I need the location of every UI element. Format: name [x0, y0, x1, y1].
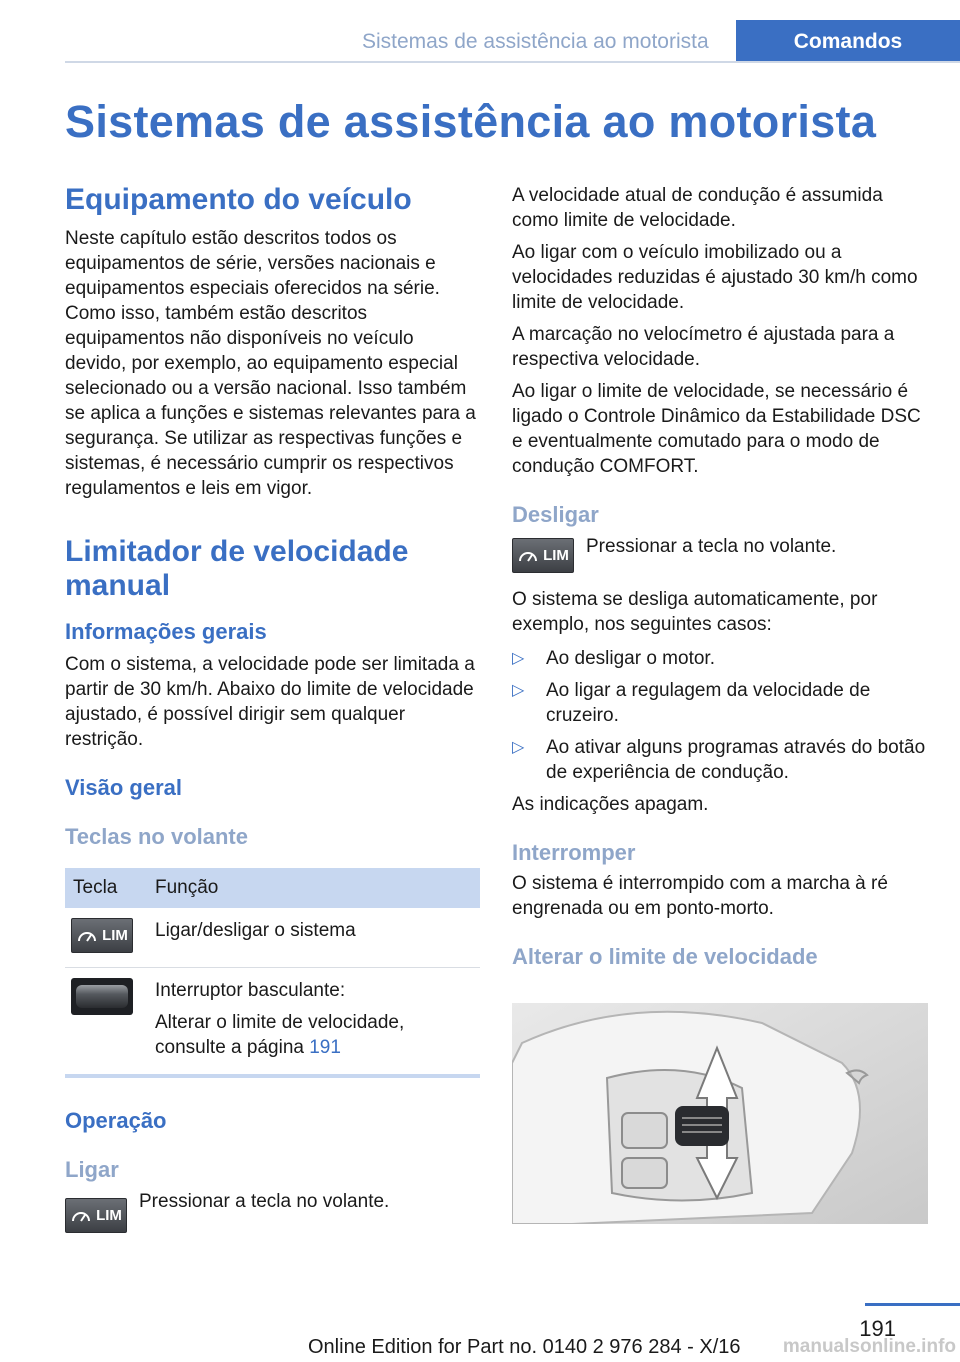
rocker-switch-icon — [71, 978, 133, 1015]
steering-wheel-image — [512, 1003, 928, 1224]
paragraph: A marcação no velocímetro é ajustada para a respectiva velocidade. — [512, 324, 895, 370]
on-text: Pressionar a tecla no volante. — [139, 1191, 390, 1212]
left-column — [65, 183, 480, 1233]
off-text: Pressionar a tecla no volante. — [586, 536, 837, 557]
keys-table — [65, 868, 480, 1078]
on-heading: Ligar — [65, 1157, 119, 1182]
equipment-heading: Equipamento do veículo — [65, 183, 412, 216]
col-header-function: Função — [147, 868, 480, 908]
paragraph: Ao ligar com o veículo imobilizado ou a velocidades reduzidas é ajustado 30 km/h como limite de velocidade. — [512, 242, 918, 313]
off-heading: Desligar — [512, 502, 599, 527]
rocker-desc: Alterar o limite de velocidade, consulte a página — [155, 1012, 405, 1058]
rocker-title: Interruptor basculante: — [155, 980, 346, 1001]
right-column — [512, 183, 928, 970]
operation-heading: Operação — [65, 1108, 167, 1133]
list-item: ▷ Ao ligar a regulagem da velocidade de cruzeiro. — [512, 678, 928, 728]
overview-heading: Visão geral — [65, 775, 182, 800]
lim-button-icon — [71, 918, 133, 953]
header-section-title: Sistemas de assistência ao motorista — [362, 30, 709, 53]
lim-label: LIM — [102, 927, 128, 944]
lim-button-icon — [65, 1198, 127, 1233]
lim-button-icon — [512, 538, 574, 573]
table-row — [65, 968, 480, 1077]
interrupt-text: O sistema é interrompido com a marcha à ré engrenada ou em ponto-morto. — [512, 873, 888, 919]
indications-text: As indicações apagam. — [512, 794, 709, 815]
change-limit-heading: Alterar o limite de velocidade — [512, 944, 818, 969]
lim-label: LIM — [96, 1207, 122, 1224]
limiter-heading: Limitador de velocidade manual — [65, 535, 409, 602]
table-row — [65, 908, 480, 968]
info-text: Com o sistema, a velocidade pode ser limitada a partir de 30 km/h. Abaixo do limite de velocidade ajustado, é possível dirigir sem qualquer restrição. — [65, 654, 475, 750]
header-tab-comandos[interactable]: Comandos — [736, 20, 960, 63]
page-link[interactable]: 191 — [309, 1037, 341, 1058]
paragraph: A velocidade atual de condução é assumida como limite de velocidade. — [512, 185, 883, 231]
page-number: 191 — [859, 1316, 896, 1341]
info-heading: Informações gerais — [65, 619, 267, 644]
page-title: Sistemas de assistência ao motorista — [65, 96, 877, 147]
interrupt-heading: Interromper — [512, 840, 636, 865]
header-divider — [65, 61, 960, 63]
auto-off-list — [512, 646, 928, 785]
equipment-text: Neste capítulo estão descritos todos os equipamentos de série, versões nacionais e equipamentos especiais oferecidos na série. Como isso, também estão descritos equipamentos não disponíveis no veículo devido, por exemplo, ao equipamento especial selecionado ou a versão nacional. Isso também se aplica a funções e sistemas relevantes para a segurança. Se utilizar as respectivas funções e sistemas, é necessário cumprir os respectivos regulamentos e leis em vigor. — [65, 228, 476, 499]
lim-label: LIM — [543, 547, 569, 564]
paragraph: Ao ligar o limite de velocidade, se necessário é ligado o Controle Dinâmico da Estabilidade DSC e eventualmente comutado para o modo de condução COMFORT. — [512, 381, 921, 477]
list-item: ▷ Ao ativar alguns programas através do botão de experiência de condução. — [512, 735, 928, 785]
watermark-logo: manualsonline.info — [782, 1336, 956, 1357]
table-cell-function: Ligar/desligar o sistema — [147, 908, 480, 968]
col-header-key: Tecla — [65, 868, 147, 908]
footer-accent-line — [865, 1303, 960, 1306]
edition-text: Online Edition for Part no. 0140 2 976 284 - X/16 — [308, 1336, 741, 1358]
keys-heading: Teclas no volante — [65, 824, 248, 849]
table-header-row — [65, 868, 480, 908]
list-item: ▷ Ao desligar o motor. — [512, 646, 928, 671]
auto-off-text: O sistema se desliga automaticamente, por exemplo, nos seguintes casos: — [512, 589, 878, 635]
